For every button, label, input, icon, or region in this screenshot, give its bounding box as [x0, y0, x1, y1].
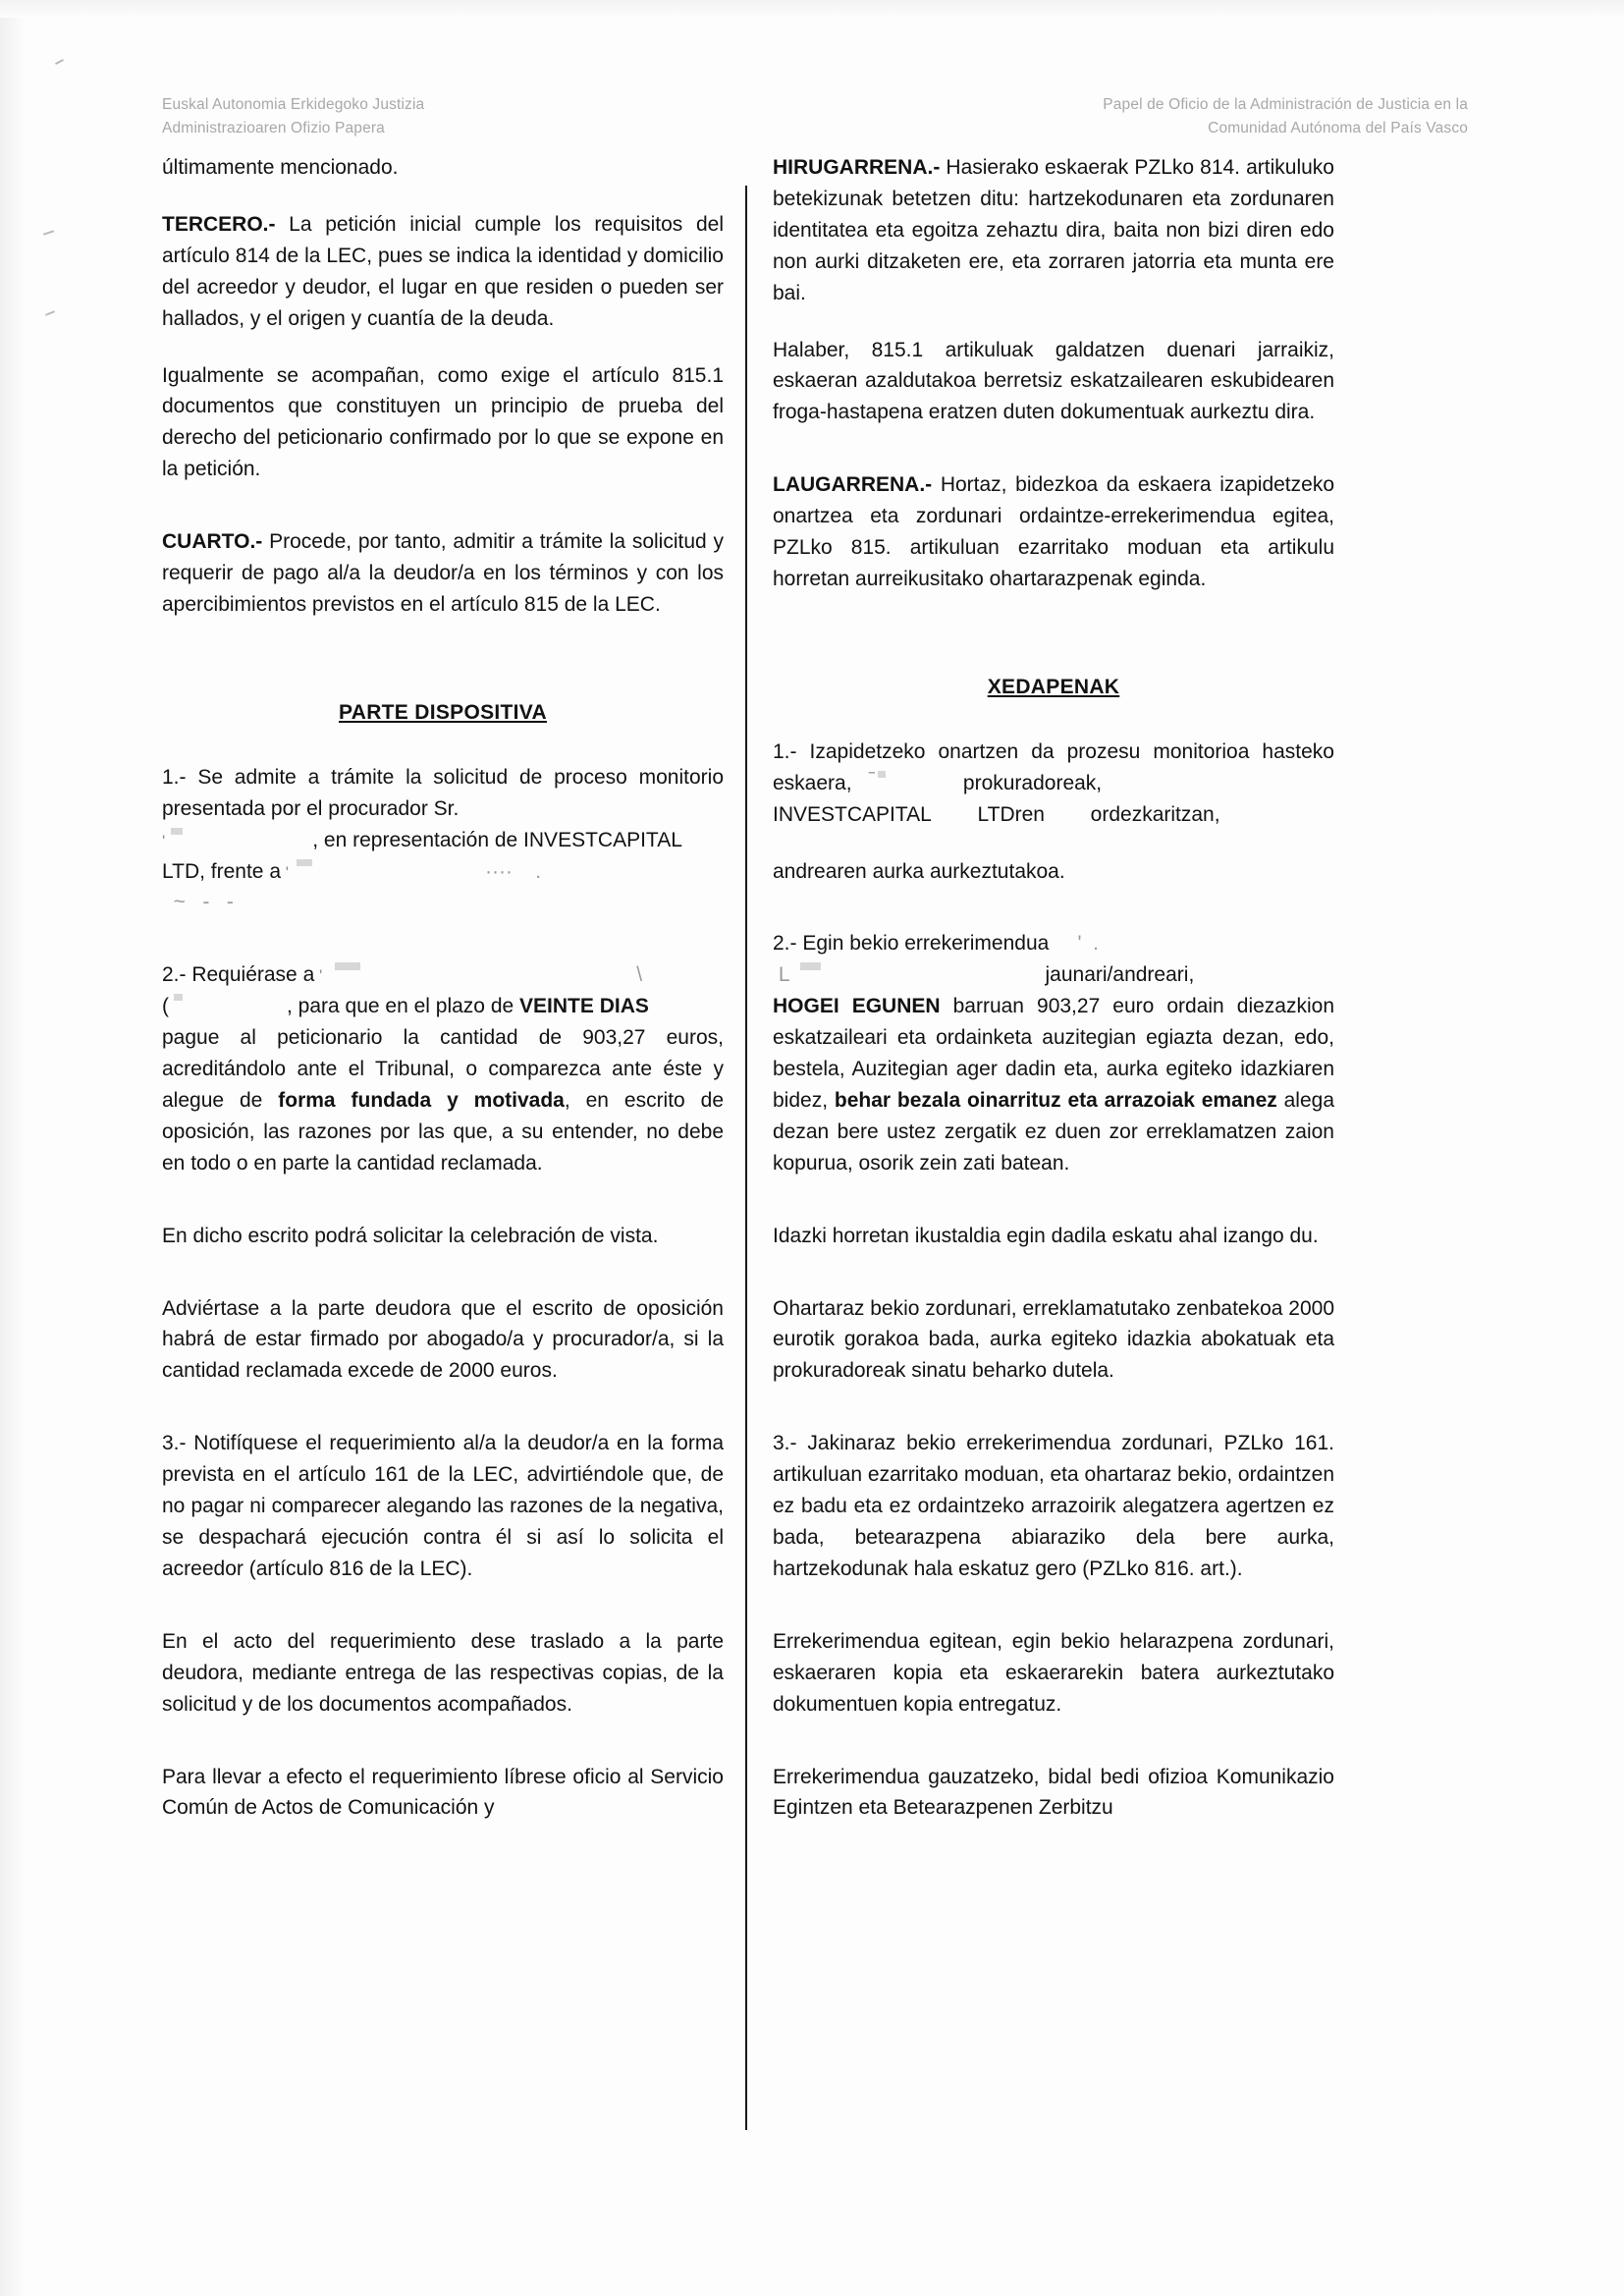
xedapen-ofizioa: Errekerimendua gauzatzeko, bidal bedi ofizioa Komunikazio Egintzen eta Betearazpenen Zerbitzu [773, 1765, 1334, 1820]
dispositive-item-1 [162, 762, 724, 919]
spacer [162, 1278, 724, 1293]
spacer [162, 1746, 724, 1762]
dispositive-2-text-c: , para que en el plazo de [287, 995, 514, 1018]
scan-artifact-mark: ' [314, 966, 323, 986]
header-left-line-1: Euskal Autonomia Erkidegoko Justizia [162, 96, 425, 113]
scan-artifact-mark: ̅ [851, 771, 875, 794]
scan-artifact-dot: ' . [1049, 932, 1100, 956]
spacer [162, 646, 724, 697]
dispositive-2-forma-bold: forma fundada y motivada [278, 1088, 565, 1112]
xedapen-2-text-c: barruan 903,27 euro ordain diezazkion eskatzaileari eta ordainketa auzitegian egiazta dezan, edo, bestela, Auzitegian ager dadin eta, aurka egiteko idazkiaren bidez, [773, 995, 1334, 1112]
scan-artifact-bracket: L [773, 963, 790, 987]
label-hirugarrena: HIRUGARRENA.- [773, 156, 941, 179]
scan-artifact-mark: ' [162, 831, 166, 850]
xedapen-1-text-c: INVESTCAPITAL [773, 802, 932, 826]
dispositive-2-text-e: , en escrito de oposición, las razones por las que, a su entender, no debe en todo o en parte la cantidad reclamada. [162, 1088, 725, 1175]
dispositive-2-plazo-bold: VEINTE DIAS [519, 995, 649, 1018]
redacted-name-procurador [165, 826, 312, 847]
spacer [773, 454, 1334, 469]
xedapen-1-text-a: 1.- Izapidetzeko onartzen da prozesu monitorioa hasteko eskaera, [773, 739, 1334, 794]
spacer [773, 1611, 1334, 1626]
redacted-name-requerido [322, 960, 636, 981]
xedapen-item-3: 3.- Jakinaraz bekio errekerimendua zordunari, PZLko 161. artikuluan ezarritako moduan, eta ohartaraz bekio, ordaintzen ez badu eta ez ordaintzeko arrazoirik alegatzera agertzen ez bada, betearazpena abiaraziko dela bere aurka, hartzekodunak hala eskatuz gero (PZLko 816. art.). [773, 1432, 1335, 1580]
dispositive-oficio: Para llevar a efecto el requerimiento líbrese oficio al Servicio Común de Actos de Comunicación y [162, 1765, 724, 1820]
redacted-name-zorduna [790, 960, 1046, 981]
xedapen-1-text-e: ordezkaritzan, [1090, 802, 1220, 826]
xedapen-2-text-d: alega dezan bere ustez zergatik ez duen zor erreklamatzen zaion kopurua, osorik zein zati batean. [773, 1088, 1335, 1175]
xedapen-helarazpena: Errekerimendua egitean, egin bekio helarazpena zordunari, eskaeraren kopia eta eskaerarekin batera aurkeztutako dokumentuen kopia entregatuz. [773, 1629, 1334, 1716]
paragraph-laugarrena [773, 469, 1334, 595]
dispositive-item-2 [162, 959, 724, 1178]
scan-speck [55, 59, 64, 65]
spacer [773, 1278, 1334, 1293]
text-hirugarrena: Hasierako eskaerak PZLko 814. artikuluko betekizunak betetzen ditu: hartzekodunaren eta zordunaren identitatea eta egoitza zehaztu dira, baita non bizi diren edo non aurki ditzaketen ere, eta zorraren jatorria eta munta ere bai. [773, 156, 1334, 304]
spacer [162, 1611, 724, 1626]
dispositive-1-text-b: , en representación de INVESTCAPITAL [312, 828, 682, 851]
redacted-name-prokuradore [875, 769, 963, 790]
xedapen-2-forma-bold: behar bezala oinarrituz eta arrazoiak emanez [834, 1088, 1277, 1112]
column-basque [747, 152, 1334, 2130]
dispositive-2-text-a: 2.- Requiérase a [162, 963, 315, 987]
dispositive-2-text-b: ( [162, 995, 169, 1018]
xedapen-ohartaraz: Ohartaraz bekio zordunari, erreklamatutako zenbatekoa 2000 eurotik gorakoa bada, aurka egiteko idazkia abokatuak eta prokuradoreak sinatu beharko dutela. [773, 1296, 1335, 1383]
scan-speck [45, 310, 55, 316]
paragraph-igualmente: Igualmente se acompañan, como exige el artículo 815.1 documentos que constituyen un principio de prueba del derecho del peticionario confirmado por lo que se expone en la petición. [162, 363, 724, 481]
header-left-basque [162, 93, 424, 140]
text-laugarrena: Hortaz, bidezkoa da eskaera izapidetzeko onartzea eta zordunari ordaintze-errekerimendua egitea, PZLko 815. artikuluan ezarritako moduan eta artikulu horretan aurreikusitako ohartarazpenak eginda. [773, 473, 1334, 590]
dispositive-item-3: 3.- Notifíquese el requerimiento al/a la deudor/a en la forma prevista en el artículo 161 de la LEC, advirtiéndole que, de no pagar ni comparecer alegando las razones de la negativa, se despachará ejecución contra él si así lo solicita el acreedor (artículo 816 de la LEC). [162, 1432, 724, 1580]
paragraph-continuation: últimamente mencionado. [162, 156, 399, 179]
scan-artifact-residue: ~ - - [162, 891, 245, 914]
header-right-spanish [1103, 93, 1468, 140]
dispositive-1-text-c: LTD, frente a [162, 859, 281, 883]
xedapen-1-continuation: andrearen aurka aurkeztutakoa. [773, 859, 1065, 883]
spacer [162, 944, 724, 959]
label-cuarto: CUARTO.- [162, 530, 263, 554]
scan-edge-shadow-left [0, 0, 26, 2296]
document-header [162, 93, 1468, 140]
dispositive-2-text-d: pague al peticionario la cantidad de 903,27 euros, acreditándolo ante el Tribunal, o comparezca ante éste y alegue de [162, 1026, 724, 1112]
label-tercero: TERCERO.- [162, 212, 276, 236]
dispositive-vista: En dicho escrito podrá solicitar la celebración de vista. [162, 1224, 659, 1247]
xedapen-1-text-d: LTDren [977, 802, 1045, 826]
heading-parte-dispositiva: PARTE DISPOSITIVA [338, 700, 547, 724]
header-right-line-2: Comunidad Autónoma del País Vasco [1208, 120, 1468, 137]
spacer [773, 621, 1334, 672]
spacer [773, 1412, 1334, 1428]
redacted-name-deudor [289, 857, 485, 878]
heading-xedapenak: XEDAPENAK [987, 675, 1120, 698]
redacted-dni [169, 992, 287, 1012]
bilingual-columns [162, 152, 1468, 2130]
label-laugarrena: LAUGARRENA.- [773, 473, 933, 497]
dispositive-1-text-a: 1.- Se admite a trámite la solicitud de proceso monitorio presentada por el procurador Sr. [162, 765, 724, 820]
scan-artifact-mark: ' [281, 862, 289, 882]
text-cuarto: Procede, por tanto, admitir a trámite la solicitud y requerir de pago al/a la deudor/a en los términos y con los apercibimientos previstos en el artículo 815 de la LEC. [162, 530, 724, 616]
scan-speck [43, 230, 54, 235]
spacer [162, 1412, 724, 1428]
paragraph-halaber: Halaber, 815.1 artikuluak galdatzen duenari jarraikiz, eskaeran azaldutakoa berretsiz eskatzailearen eskubidearen froga-hastapena eratzen duten dokumentuak aurkeztu dira. [773, 338, 1334, 424]
dispositive-traslado: En el acto del requerimiento dese traslado a la parte deudora, mediante entrega de las respectivas copias, de la solicitud y de los documentos acompañados. [162, 1629, 724, 1716]
scan-edge-shadow-top [0, 0, 1624, 18]
xedapen-item-1 [773, 737, 1334, 831]
paragraph-hirugarrena [773, 152, 1334, 309]
xedapen-2-plazo-bold: HOGEI EGUNEN [773, 995, 941, 1018]
spacer [773, 912, 1334, 928]
spacer [162, 511, 724, 526]
xedapen-2-text-a: 2.- Egin bekio errekerimendua [773, 932, 1050, 956]
paragraph-cuarto [162, 526, 724, 621]
xedapen-item-2 [773, 928, 1334, 1178]
text-tercero: La petición inicial cumple los requisitos del artículo 814 de la LEC, pues se indica la identidad y domicilio del acreedor y deudor, el lugar en que residen o pueden ser hallados, y el origen y cuantía de la deuda. [162, 212, 724, 330]
paragraph-tercero [162, 209, 724, 335]
header-left-line-2: Administrazioaren Ofizio Papera [162, 120, 385, 137]
xedapen-2-text-b: jaunari/andreari, [1045, 963, 1195, 987]
column-spanish [162, 152, 745, 2130]
dispositive-advertencia: Adviértase a la parte deudora que el escrito de oposición habrá de estar firmado por abogado/a y procurador/a, si la cantidad reclamada excede de 2000 euros. [162, 1296, 724, 1383]
spacer [773, 1746, 1334, 1762]
scan-artifact-dots: ···· [484, 859, 513, 883]
xedapen-1-text-b: prokuradoreak, [962, 771, 1103, 794]
scan-artifact-dot: . [512, 859, 542, 883]
spacer [162, 1205, 724, 1221]
spacer [773, 1205, 1334, 1221]
header-right-line-1: Papel de Oficio de la Administración de Justicia en la [1103, 96, 1468, 113]
scan-artifact-slash: \ [636, 963, 643, 987]
xedapen-ikustaldia: Idazki horretan ikustaldia egin dadila eskatu ahal izango du. [773, 1224, 1319, 1247]
